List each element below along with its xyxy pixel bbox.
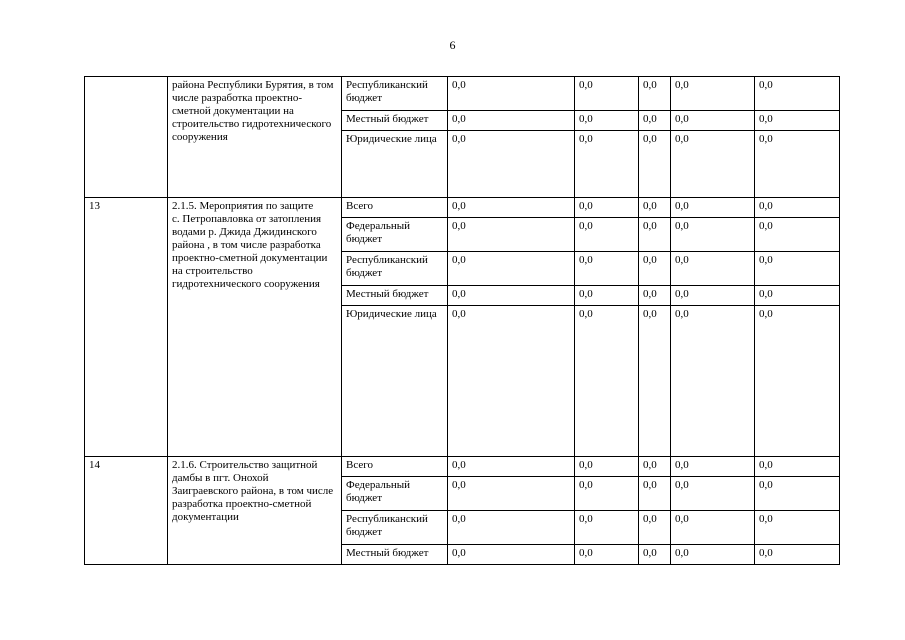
value-cell: 0,0 (755, 457, 840, 477)
value-cell: 0,0 (448, 477, 575, 511)
value-cell: 0,0 (448, 131, 575, 198)
value-cell: 0,0 (575, 457, 639, 477)
value-cell: 0,0 (639, 477, 671, 511)
value-cell: 0,0 (639, 77, 671, 111)
value-cell: 0,0 (448, 111, 575, 131)
value-cell: 0,0 (671, 111, 755, 131)
value-cell: 0,0 (575, 218, 639, 252)
value-cell: 0,0 (755, 198, 840, 218)
value-cell: 0,0 (671, 131, 755, 198)
value-cell: 0,0 (575, 198, 639, 218)
funding-source: Республиканский бюджет (342, 77, 448, 111)
value-cell: 0,0 (755, 477, 840, 511)
value-cell: 0,0 (671, 198, 755, 218)
value-cell: 0,0 (639, 252, 671, 286)
funding-source: Местный бюджет (342, 545, 448, 565)
value-cell: 0,0 (575, 111, 639, 131)
funding-source: Юридические лица (342, 306, 448, 457)
value-cell: 0,0 (575, 511, 639, 545)
value-cell: 0,0 (671, 252, 755, 286)
row-number: 13 (85, 198, 168, 457)
value-cell: 0,0 (755, 306, 840, 457)
funding-source: Республиканский бюджет (342, 252, 448, 286)
value-cell: 0,0 (755, 286, 840, 306)
funding-source: Местный бюджет (342, 111, 448, 131)
funding-source: Всего (342, 198, 448, 218)
value-cell: 0,0 (671, 286, 755, 306)
value-cell: 0,0 (448, 286, 575, 306)
value-cell: 0,0 (639, 131, 671, 198)
activity-name: 2.1.5. Мероприятия по защите с. Петропавловка от затопления водами р. Джида Джидинского района , в том числе разработка проектно-сметной документации на строительство гидротехнического сооружения (168, 198, 342, 457)
value-cell: 0,0 (639, 218, 671, 252)
value-cell: 0,0 (448, 77, 575, 111)
value-cell: 0,0 (639, 457, 671, 477)
value-cell: 0,0 (671, 457, 755, 477)
value-cell: 0,0 (448, 511, 575, 545)
value-cell: 0,0 (755, 218, 840, 252)
value-cell: 0,0 (755, 511, 840, 545)
value-cell: 0,0 (671, 306, 755, 457)
funding-source: Всего (342, 457, 448, 477)
value-cell: 0,0 (755, 131, 840, 198)
value-cell: 0,0 (671, 511, 755, 545)
value-cell: 0,0 (671, 218, 755, 252)
value-cell: 0,0 (575, 477, 639, 511)
funding-source: Юридические лица (342, 131, 448, 198)
value-cell: 0,0 (639, 511, 671, 545)
value-cell: 0,0 (575, 306, 639, 457)
value-cell: 0,0 (448, 457, 575, 477)
value-cell: 0,0 (639, 286, 671, 306)
value-cell: 0,0 (575, 545, 639, 565)
value-cell: 0,0 (448, 218, 575, 252)
value-cell: 0,0 (448, 198, 575, 218)
value-cell: 0,0 (448, 545, 575, 565)
value-cell: 0,0 (755, 111, 840, 131)
value-cell: 0,0 (671, 77, 755, 111)
value-cell: 0,0 (448, 306, 575, 457)
row-number (85, 77, 168, 198)
table-row (85, 457, 840, 477)
value-cell: 0,0 (448, 252, 575, 286)
row-number: 14 (85, 457, 168, 565)
table-row (85, 198, 840, 218)
activity-name: района Республики Бурятия, в том числе разработка проектно-сметной документации на строительство гидротехнического сооружения (168, 77, 342, 198)
value-cell: 0,0 (575, 77, 639, 111)
value-cell: 0,0 (671, 545, 755, 565)
value-cell: 0,0 (575, 252, 639, 286)
value-cell: 0,0 (575, 131, 639, 198)
funding-source: Федеральный бюджет (342, 218, 448, 252)
value-cell: 0,0 (639, 198, 671, 218)
value-cell: 0,0 (755, 545, 840, 565)
budget-table (84, 76, 840, 565)
value-cell: 0,0 (639, 111, 671, 131)
value-cell: 0,0 (755, 252, 840, 286)
value-cell: 0,0 (671, 477, 755, 511)
page-number: 6 (449, 38, 456, 52)
funding-source: Республиканский бюджет (342, 511, 448, 545)
value-cell: 0,0 (639, 545, 671, 565)
table-row (85, 77, 840, 111)
funding-source: Местный бюджет (342, 286, 448, 306)
value-cell: 0,0 (639, 306, 671, 457)
activity-name: 2.1.6. Строительство защитной дамбы в пгт. Онохой Заиграевского района, в том числе разработка проектно-сметной документации (168, 457, 342, 565)
value-cell: 0,0 (755, 77, 840, 111)
funding-source: Федеральный бюджет (342, 477, 448, 511)
value-cell: 0,0 (575, 286, 639, 306)
